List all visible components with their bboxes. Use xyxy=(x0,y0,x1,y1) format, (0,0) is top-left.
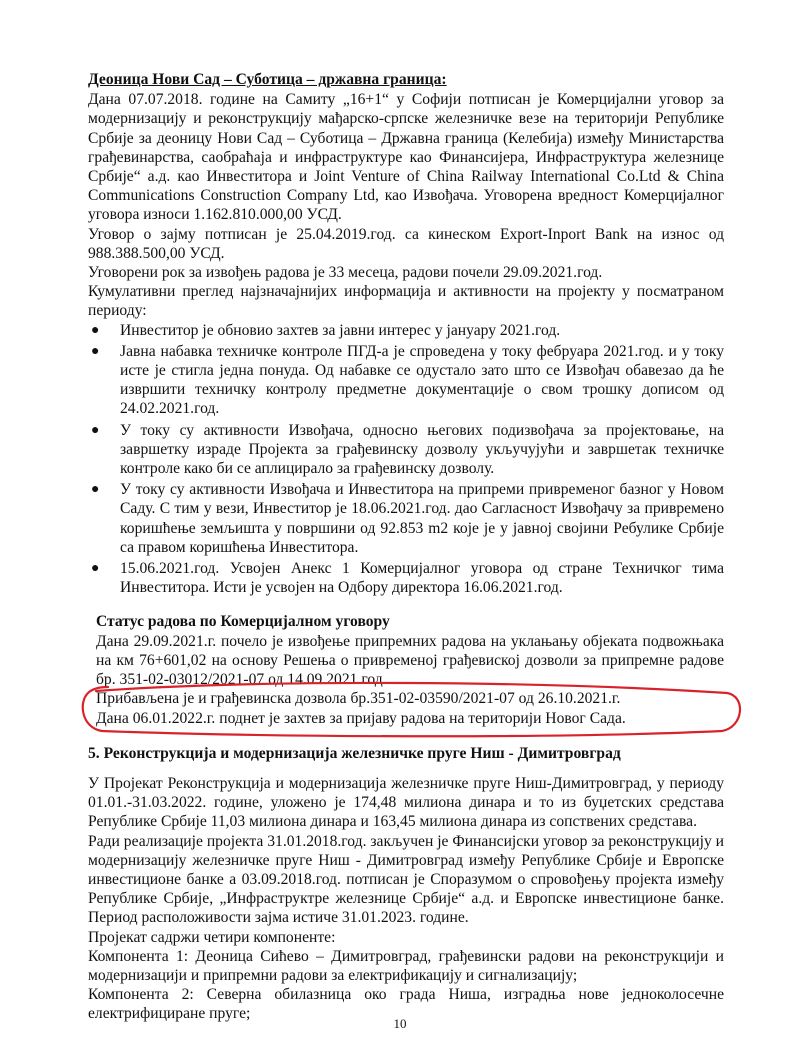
list-item-text: Јавна набавка техничке контроле ПГД-а је спроведена у току фебруара 2021.год. и у току исте је стигла једна понуда. Од набавке се одустало зато што се Извођач обавезао да ће извршити техничку контролу предметне документације о свом трошку дописом од 24.02.2021.год. xyxy=(120,342,724,418)
building-permit-line: Прибављена је и грађевинска дозвола бр.351-02-03590/2021-07 од 26.10.2021.г. xyxy=(96,690,621,708)
section-heading-novi-sad-subotica: Деоница Нови Сад – Суботица – државна граница: xyxy=(88,71,447,88)
list-item-text: Инвеститор је обновио захтев за јавни интерес у јануару 2021.год. xyxy=(120,321,561,339)
list-item xyxy=(88,480,724,557)
list-item xyxy=(88,321,724,340)
bullet-icon: ● xyxy=(91,343,100,359)
status-heading: Статус радова по Комерцијалном уговору xyxy=(96,613,390,631)
list-item xyxy=(88,421,724,479)
list-item xyxy=(88,559,724,597)
works-registration-line: Дана 06.01.2022.г. поднет је захтев за пријаву радова на територији Новог Сада. xyxy=(96,709,626,727)
bullet-icon: ● xyxy=(91,422,100,438)
paragraph-component-1: Компонента 1: Деоница Сићево – Димитровград, грађевински радови на реконструкцији и модернизацији и припремни радови за електрификацију и сигнализацију; xyxy=(88,947,724,984)
bullet-icon: ● xyxy=(91,561,100,577)
bullet-icon: ● xyxy=(91,322,100,338)
paragraph-cumulative-overview: Кумулативни преглед најзначајнијих информација и активности на пројекту у посматраном периоду: xyxy=(88,283,724,320)
circled-annotation-block xyxy=(96,689,724,727)
paragraph-commercial-contract: Дана 07.07.2018. године на Самиту „16+1“ у Софији потписан је Комерцијални уговор за модернизацију и реконструкцију мађарско-српске железничке везе на територији Републике Србије за деоницу Нови Сад – Суботица – Државна граница (Келебија) између Министарства грађевинарства, саобраћаја и инфраструктуре као Финансијера, Инфраструктура железнице Србије“ а.д. као Инвеститора и Joint Venture of China Railway International Co.Ltd & China Communications Construction Company Ltd, као Извођача. Уговорена вредност Комерцијалног уговора износи 1.162.810.000,00 УСД. xyxy=(88,91,724,224)
list-item-text: 15.06.2021.год. Усвојен Анекс 1 Комерцијалног уговора од стране Техничког тима Инвеститора. Исти је усвојен на Одбору директора 16.06.2021.год. xyxy=(120,560,724,597)
paragraph-component-2: Компонента 2: Северна обилазница око града Ниша, изградња нове једноколосечне електрифициране пруге; xyxy=(88,986,724,1023)
paragraph-investment: У Пројекат Реконструкција и модернизација железничке пруге Ниш-Димитровград, у периоду 01.01.-31.03.2022. године, уложено је 174,48 милиона динара и то из буџетских средстава Републике Србије 11,03 милиона динара и 163,45 милиона динара из сопствених средстава. xyxy=(88,774,724,831)
paragraph-financial-contract: Ради реализације пројекта 31.01.2018.год. закључен је Финансијски уговор за реконструкцију и модернизацију железничке пруге Ниш - Димитровград између Републике Србије и Европске инвестиционе банке а 03.09.2018.год. потписан је Споразумом о спровођењу пројекта између Републике Србије, „Инфраструктре железнице Србије“ а.д. и Европске инвестиционе банке. Период расположивости зајма истиче 31.01.2023. године. xyxy=(88,832,724,927)
page-number: 10 xyxy=(393,1016,407,1031)
bullet-icon: ● xyxy=(91,482,100,498)
page-content xyxy=(88,70,724,1024)
activities-list xyxy=(88,321,724,598)
paragraph-deadline: Уговорени рок за извођењ радова је 33 месеца, радови почели 29.09.2021.год. xyxy=(88,264,603,282)
section-5-title: 5. Реконструкција и модернизација железничке пруге Ниш - Димитровград xyxy=(88,744,621,762)
paragraph-loan-agreement: Уговор о зајму потписан је 25.04.2019.год. са кинеском Export-Inport Bank на износ од 988.388.500,00 УСД. xyxy=(88,225,724,262)
paragraph-components-intro: Пројекат садржи четири компоненте: xyxy=(88,928,336,946)
red-circle-annotation xyxy=(82,681,742,737)
status-paragraph: Дана 29.09.2021.г. почело је извођење припремних радова на уклањању објеката подвожњака на км 76+601,02 на основу Решења о привременој грађевиској дозволи за припремне радове бр. 351-02-03012/2021-07 од 14.09.2021.год. xyxy=(96,632,724,689)
list-item-text: У току су активности Извођача и Инвеститора на припреми привременог базног у Новом Саду. С тим у вези, Инвеститор је 18.06.2021.год. дао Сагласност Извођачу за привремено коришћење земљишта у површини од 92.853 m2 које је у јавној својини Ребулике Србије са правом коришћења Инвеститора. xyxy=(120,481,724,556)
list-item xyxy=(88,342,724,419)
list-item-text: У току су активности Извођача, односно његових подизвођача за пројектовање, на завршетку израде Пројекта за грађевинску дозволу укључујући и завршетак техничке контроле како би се аплицирало за грађевинску дозволу. xyxy=(120,421,724,478)
